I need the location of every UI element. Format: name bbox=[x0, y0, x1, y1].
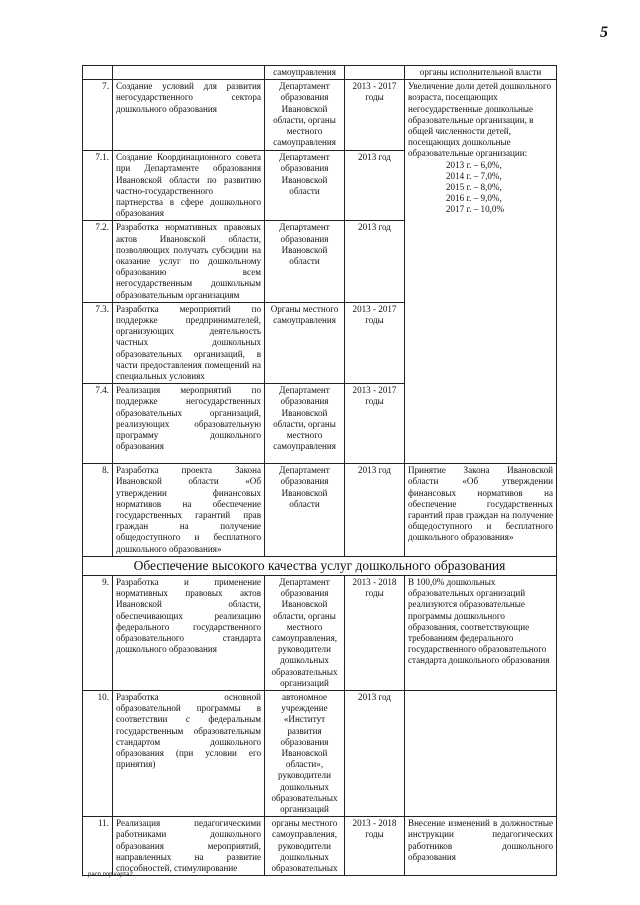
action-cell: Создание Координационного совета при Департаменте образования Ивановской области по развитию частно-государственного партнерства в сфере дошкольного образования bbox=[113, 151, 265, 221]
executor-cell: Департамент образования Ивановской области bbox=[265, 464, 345, 557]
executor-cell: Департамент образования Ивановской области bbox=[265, 151, 345, 221]
executor-cell: автономное учреждение «Институт развития образования Ивановской области», руководители дошкольных образовательных организаций bbox=[265, 690, 345, 816]
table-row-11 bbox=[83, 817, 557, 876]
term-cell: 2013 год bbox=[345, 221, 405, 302]
executor-cell: Департамент образования Ивановской области bbox=[265, 221, 345, 302]
row-number: 7.3. bbox=[83, 302, 113, 383]
share-year-item: 2013 г. – 6,0%, bbox=[446, 159, 502, 170]
term-cell: 2013 - 2018 годы bbox=[345, 817, 405, 876]
result-text: Увеличение доли детей дошкольного возраста, посещающих негосударственные дошкольные образовательные организации, в общей численности детей, посещающих дошкольные образовательные организации: bbox=[408, 81, 551, 159]
action-cell: Разработка основной образовательной программы в соответствии с федеральным государственным образовательным стандартом дошкольного образования (при условии его принятия) bbox=[113, 690, 265, 816]
term-cell: 2013 год bbox=[345, 464, 405, 557]
table-row-8 bbox=[83, 464, 557, 557]
share-year-item: 2016 г. – 9,0%, bbox=[446, 193, 502, 204]
action-cell: Реализация педагогическими работниками дошкольного образования мероприятий, направленных на развитие способностей, стимулирование bbox=[113, 817, 265, 876]
action-cell: Разработка мероприятий по поддержке предпринимателей, организующих деятельность частных дошкольных образовательных организаций, в части предоставления помещений на специальных условиях bbox=[113, 302, 265, 383]
term-cell: 2013 год bbox=[345, 151, 405, 221]
action-cell: Создание условий для развития негосударственного сектора дошкольного образования bbox=[113, 80, 265, 151]
executor-cell: Органы местного самоуправления bbox=[265, 302, 345, 383]
row-number: 8. bbox=[83, 464, 113, 557]
row-number: 10. bbox=[83, 690, 113, 816]
term-cell: 2013 - 2017 годы bbox=[345, 80, 405, 151]
executor-cell: Департамент образования Ивановской области, органы местного самоуправления bbox=[265, 384, 345, 464]
action-cell: Разработка нормативных правовых актов Ивановской области, позволяющих получать субсидии на оказание услуг по дошкольному образованию всем негосударственным дошкольным образовательным организациям bbox=[113, 221, 265, 302]
table-row-10 bbox=[83, 690, 557, 816]
table-row-continued bbox=[83, 66, 557, 80]
share-year-item: 2015 г. – 8,0%, bbox=[446, 182, 502, 193]
row-number: 7.2. bbox=[83, 221, 113, 302]
row-number: 9. bbox=[83, 575, 113, 690]
measures-table bbox=[82, 65, 557, 876]
share-year-item: 2014 г. – 7,0%, bbox=[446, 170, 502, 181]
row-number: 7. bbox=[83, 80, 113, 151]
executor-cell: органы местного самоуправления, руководители дошкольных образовательных bbox=[265, 817, 345, 876]
action-cell: Разработка проекта Закона Ивановской области «Об утверждении финансовых нормативов на обеспечение государственных гарантий прав граждан на получение общедоступного и бесплатного дошкольного образования» bbox=[113, 464, 265, 557]
term-cell: 2013 - 2018 годы bbox=[345, 575, 405, 690]
term-cell: 2013 - 2017 годы bbox=[345, 384, 405, 464]
page-number: 5 bbox=[600, 24, 608, 41]
table-row-7 bbox=[83, 80, 557, 151]
footer-code: расп.пор.карта2 bbox=[88, 872, 133, 878]
result-cell: органы исполнительной власти bbox=[405, 66, 557, 80]
table-row-9 bbox=[83, 575, 557, 690]
row-number: 11. bbox=[83, 817, 113, 876]
share-by-year-list bbox=[408, 160, 553, 216]
executor-cell: Департамент образования Ивановской области, органы местного самоуправления, руководители дошкольных образовательных организаций bbox=[265, 575, 345, 690]
section-heading-row bbox=[83, 556, 557, 575]
action-cell: Разработка и применение нормативных правовых актов Ивановской области, обеспечивающих реализацию федерального государственного образовательного стандарта дошкольного образования bbox=[113, 575, 265, 690]
share-year-item: 2017 г. – 10,0% bbox=[446, 204, 505, 215]
executor-cell: Департамент образования Ивановской области, органы местного самоуправления bbox=[265, 80, 345, 151]
result-cell: Внесение изменений в должностные инструкции педагогических работников дошкольного образования bbox=[405, 817, 557, 876]
term-cell: 2013 год bbox=[345, 690, 405, 816]
result-cell: В 100,0% дошкольных образовательных организаций реализуются образовательные программы дошкольного образования, соответствующие требованиям федерального государственного образовательного стандарта дошкольного образования bbox=[405, 575, 557, 690]
action-cell: Реализация мероприятий по поддержке негосударственных образовательных организаций, реализующих образовательную программу дошкольного образования bbox=[113, 384, 265, 464]
row-number: 7.1. bbox=[83, 151, 113, 221]
row-number: 7.4. bbox=[83, 384, 113, 464]
executor-cell: самоуправления bbox=[265, 66, 345, 80]
result-cell-merged bbox=[405, 80, 557, 464]
section-heading: Обеспечение высокого качества услуг дошкольного образования bbox=[83, 556, 557, 575]
result-cell: Принятие Закона Ивановской области «Об утверждении финансовых нормативов на обеспечение государственных гарантий прав граждан на получение общедоступного и бесплатного дошкольного образования» bbox=[405, 464, 557, 557]
term-cell: 2013 - 2017 годы bbox=[345, 302, 405, 383]
